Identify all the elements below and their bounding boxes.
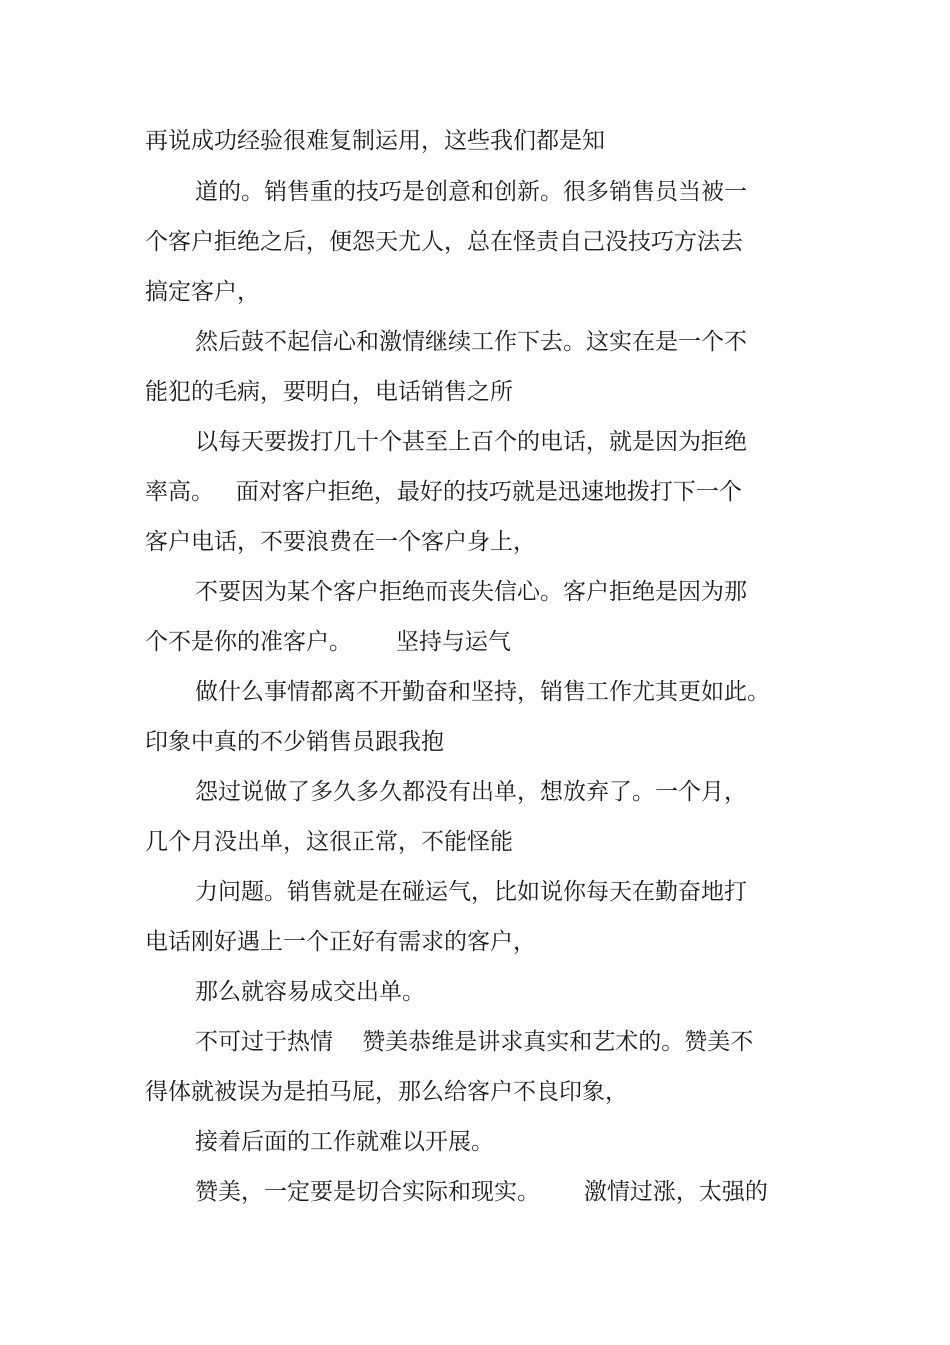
text-line: 客户电话，不要浪费在一个客户身上， (145, 529, 536, 555)
text-line: 力问题。销售就是在碰运气，比如说你每天在勤奋地打 (195, 879, 747, 905)
text-line: 以每天要拨打几十个甚至上百个的电话，就是因为拒绝 (195, 429, 747, 455)
text-line: 电话刚好遇上一个正好有需求的客户， (145, 929, 536, 955)
text-line: 几个月没出单，这很正常，不能怪能 (145, 829, 513, 855)
text-line: 道的。销售重的技巧是创意和创新。很多销售员当被一 (195, 179, 747, 205)
text-line: 不可过于热情 赞美恭维是讲求真实和艺术的。赞美不 (195, 1029, 754, 1055)
text-line: 个不是你的准客户。 坚持与运气 (145, 629, 511, 655)
text-line: 再说成功经验很难复制运用，这些我们都是知 (145, 128, 605, 154)
text-line: 做什么事情都离不开勤奋和坚持，销售工作尤其更如此。 (195, 679, 770, 705)
text-line: 赞美，一定要是切合实际和现实。 激情过涨，太强的 (195, 1179, 768, 1205)
text-line: 接着后面的工作就难以开展。 (195, 1129, 494, 1155)
text-line: 那么就容易成交出单。 (195, 979, 425, 1005)
text-line: 印象中真的不少销售员跟我抱 (145, 729, 444, 755)
text-line: 率高。 面对客户拒绝，最好的技巧就是迅速地拨打下一个 (145, 479, 742, 505)
text-line: 不要因为某个客户拒绝而丧失信心。客户拒绝是因为那 (195, 579, 747, 605)
text-line: 能犯的毛病，要明白，电话销售之所 (145, 379, 513, 405)
text-line: 个客户拒绝之后，便怨天尤人，总在怪责自己没技巧方法去 (145, 229, 743, 255)
text-line: 然后鼓不起信心和激情继续工作下去。这实在是一个不 (195, 329, 747, 355)
text-line: 搞定客户， (145, 279, 260, 305)
text-line: 怨过说做了多久多久都没有出单，想放弃了。一个月， (195, 779, 747, 805)
text-line: 得体就被误为是拍马屁，那么给客户不良印象， (145, 1079, 628, 1105)
